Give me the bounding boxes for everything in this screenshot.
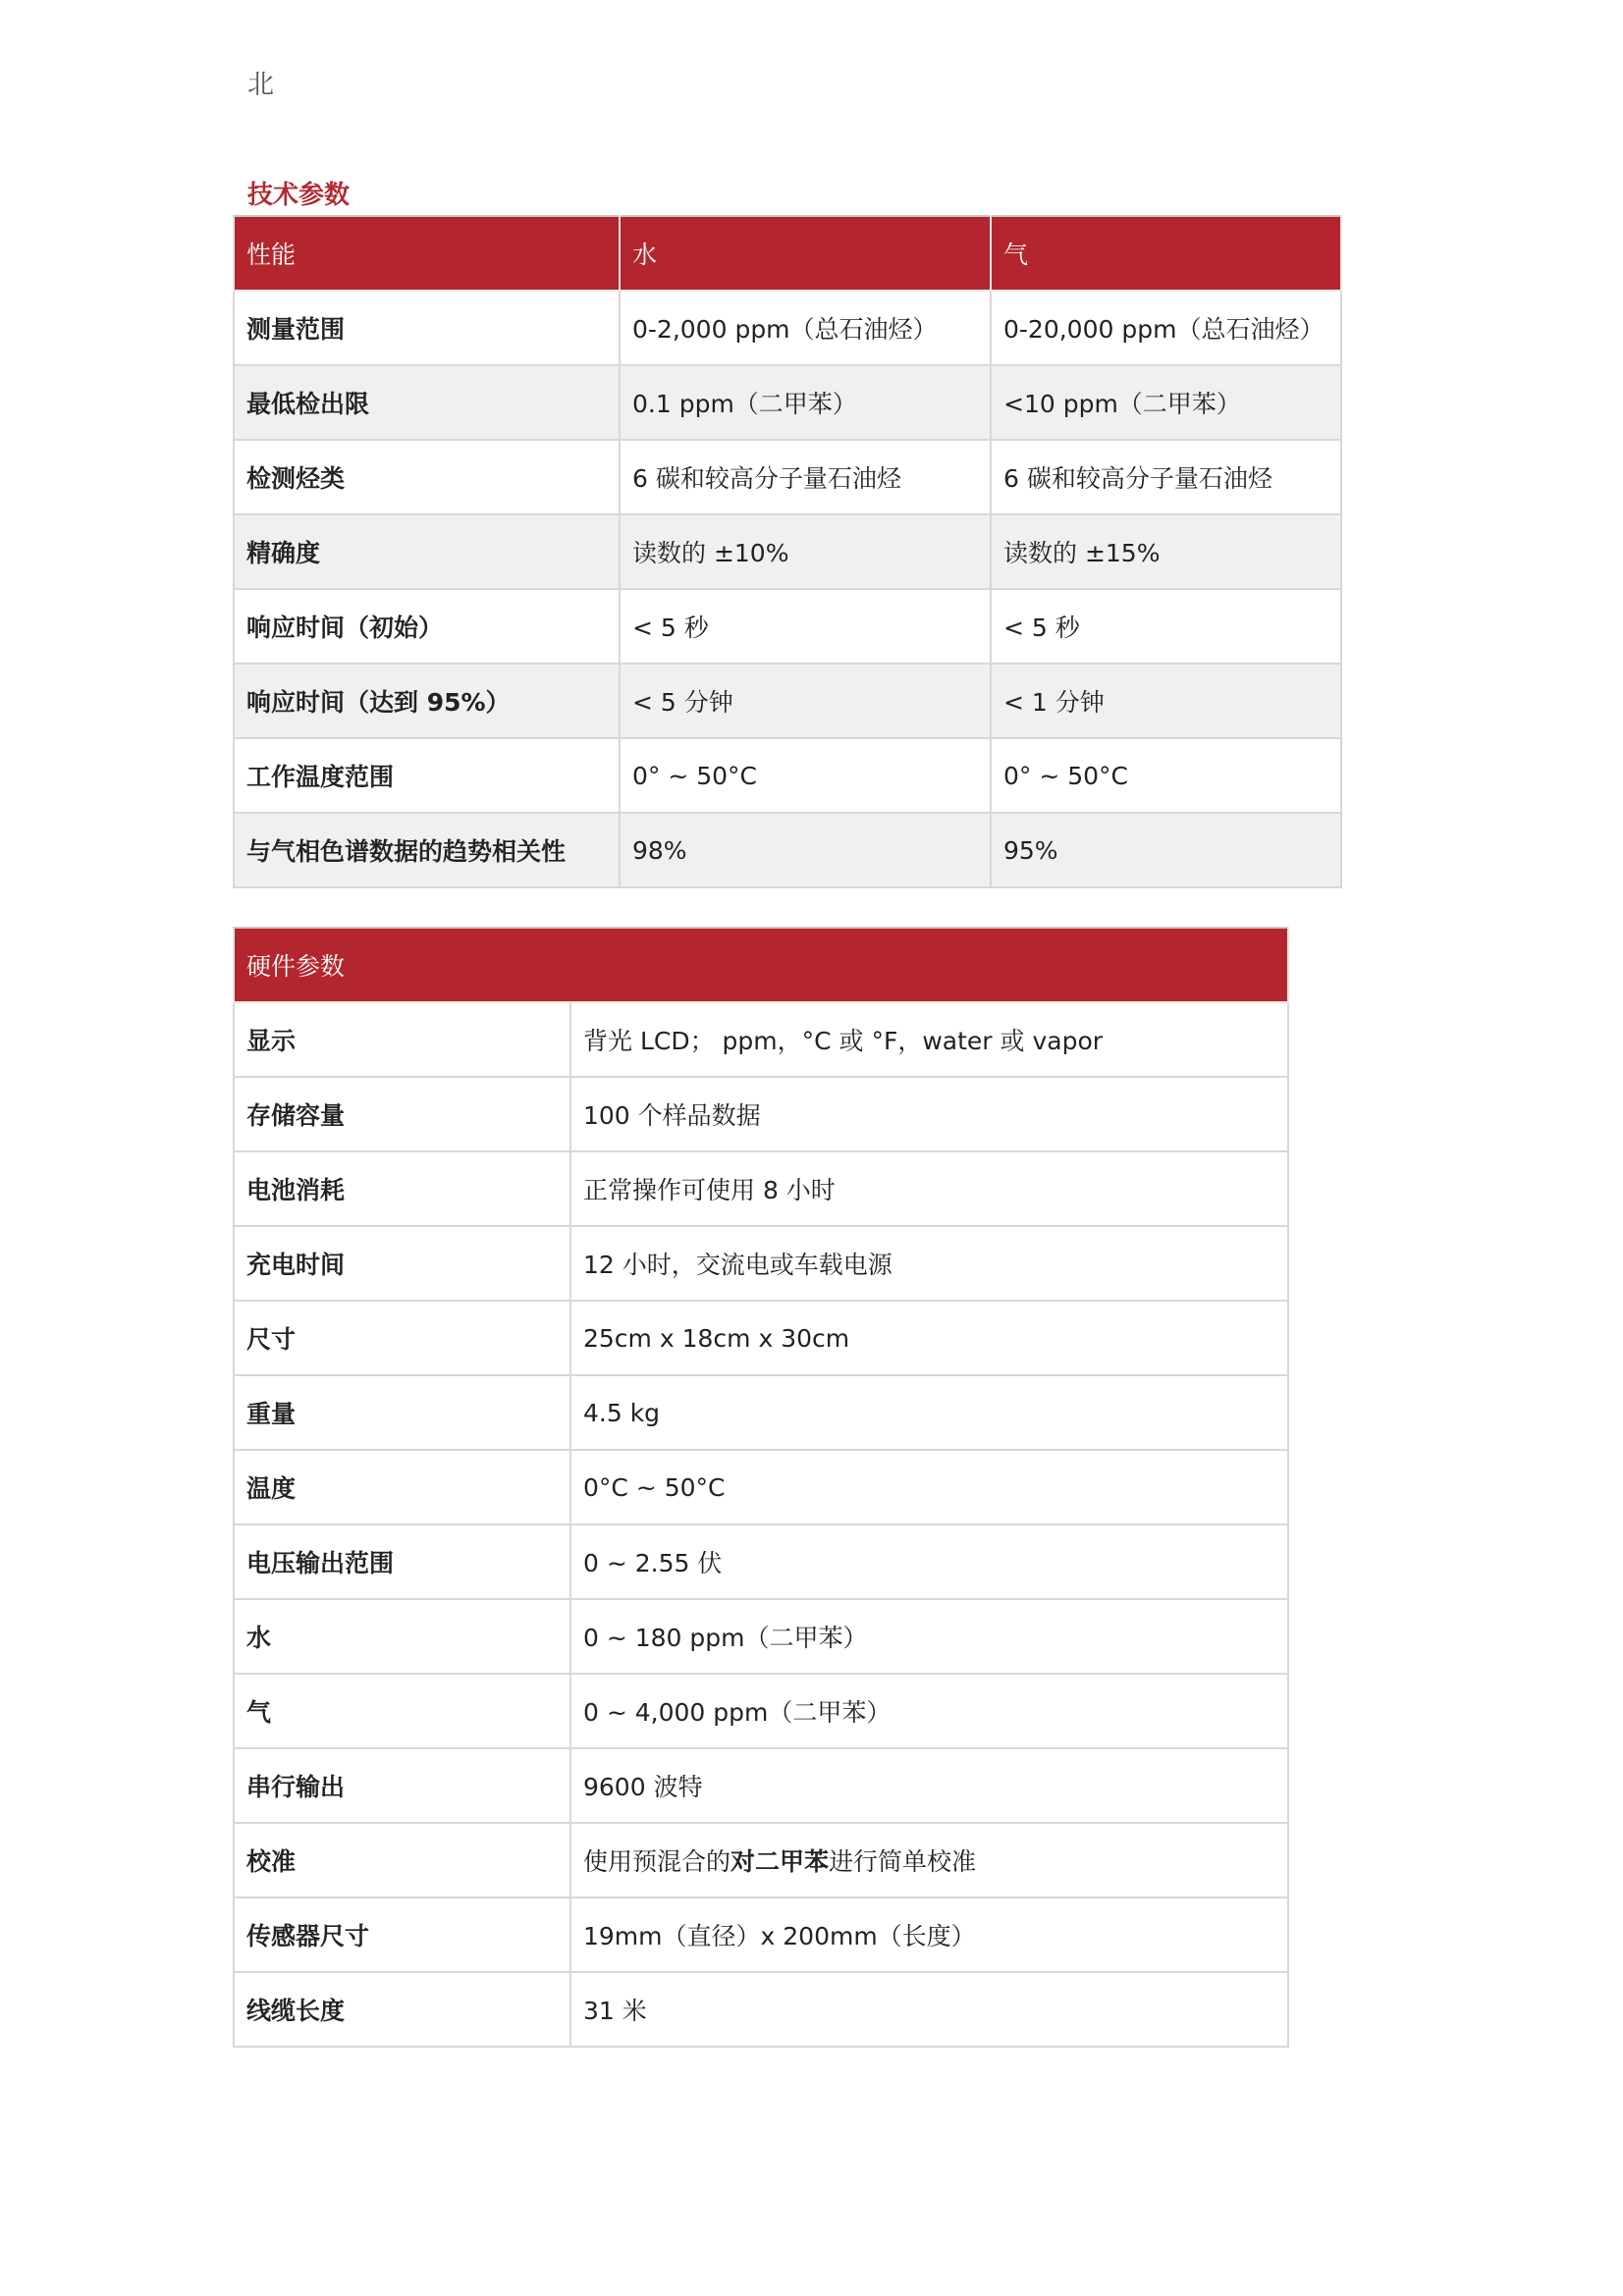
hardware-cell-value: 25cm x 18cm x 30cm (570, 1301, 1288, 1375)
tech-cell-property: 响应时间（初始） (234, 589, 620, 664)
hardware-cell-value: 19mm（直径）x 200mm（长度） (570, 1897, 1288, 1972)
tech-spec-body (234, 216, 1341, 887)
table-row (234, 738, 1341, 813)
hardware-cell-label: 传感器尺寸 (234, 1897, 570, 1972)
table-row (234, 1524, 1288, 1599)
table-row (234, 1599, 1288, 1674)
tech-cell-property: 最低检出限 (234, 365, 620, 440)
hardware-cell-value: 100 个样品数据 (570, 1077, 1288, 1151)
hardware-header-row (234, 928, 1288, 1002)
tech-header-row (234, 216, 1341, 291)
tech-cell-water: 98% (620, 813, 991, 887)
table-row (234, 1748, 1288, 1823)
hardware-cell-label: 重量 (234, 1375, 570, 1450)
table-row (234, 1002, 1288, 1077)
hardware-cell-value (570, 1823, 1288, 1897)
calibration-emphasis: 对二甲苯 (730, 1847, 830, 1876)
tech-cell-gas: < 5 秒 (991, 589, 1341, 664)
hardware-cell-value: 31 米 (570, 1972, 1288, 2047)
tech-cell-gas: 读数的 ±15% (991, 514, 1341, 589)
hardware-cell-value: 正常操作可使用 8 小时 (570, 1151, 1288, 1226)
table-row (234, 291, 1341, 365)
table-row (234, 664, 1341, 738)
tech-cell-gas: <10 ppm（二甲苯） (991, 365, 1341, 440)
table-row (234, 1375, 1288, 1450)
hardware-section-title: 硬件参数 (234, 928, 1288, 1002)
table-row (234, 1823, 1288, 1897)
hardware-cell-label: 线缆长度 (234, 1972, 570, 2047)
hardware-spec-body (234, 928, 1288, 2047)
hardware-cell-label: 温度 (234, 1450, 570, 1524)
calibration-suffix: 进行简单校准 (829, 1847, 977, 1876)
tech-cell-property: 响应时间（达到 95%） (234, 664, 620, 738)
hardware-cell-label: 充电时间 (234, 1226, 570, 1301)
table-row (234, 1077, 1288, 1151)
table-row (234, 1674, 1288, 1748)
tech-cell-gas: 6 碳和较高分子量石油烃 (991, 440, 1341, 514)
tech-section-title: 技术参数 (247, 181, 351, 210)
tech-cell-property: 精确度 (234, 514, 620, 589)
tech-cell-water: < 5 秒 (620, 589, 991, 664)
table-row (234, 813, 1341, 887)
hardware-cell-label: 显示 (234, 1002, 570, 1077)
hardware-cell-label: 串行输出 (234, 1748, 570, 1823)
hardware-cell-label: 电压输出范围 (234, 1524, 570, 1599)
tech-header-property: 性能 (234, 216, 620, 291)
hardware-spec-table (233, 927, 1289, 2048)
tech-cell-water: 0.1 ppm（二甲苯） (620, 365, 991, 440)
tech-cell-water: 6 碳和较高分子量石油烃 (620, 440, 991, 514)
tech-cell-gas: 0° ~ 50°C (991, 738, 1341, 813)
table-row (234, 1897, 1288, 1972)
table-row (234, 440, 1341, 514)
hardware-cell-value: 4.5 kg (570, 1375, 1288, 1450)
hardware-cell-value: 0 ~ 4,000 ppm（二甲苯） (570, 1674, 1288, 1748)
table-row (234, 365, 1341, 440)
hardware-cell-label: 存储容量 (234, 1077, 570, 1151)
tech-header-gas: 气 (991, 216, 1341, 291)
hardware-cell-label: 水 (234, 1599, 570, 1674)
hardware-cell-label: 气 (234, 1674, 570, 1748)
tech-cell-water: < 5 分钟 (620, 664, 991, 738)
table-row (234, 589, 1341, 664)
hardware-cell-label: 校准 (234, 1823, 570, 1897)
hardware-cell-value: 0 ~ 2.55 伏 (570, 1524, 1288, 1599)
tech-cell-property: 工作温度范围 (234, 738, 620, 813)
table-row (234, 1301, 1288, 1375)
page-header-mark: 北 (247, 70, 274, 100)
table-row (234, 1226, 1288, 1301)
tech-cell-water: 0° ~ 50°C (620, 738, 991, 813)
tech-cell-water: 0-2,000 ppm（总石油烃） (620, 291, 991, 365)
tech-cell-property: 测量范围 (234, 291, 620, 365)
hardware-cell-label: 尺寸 (234, 1301, 570, 1375)
tech-cell-gas: < 1 分钟 (991, 664, 1341, 738)
hardware-cell-label: 电池消耗 (234, 1151, 570, 1226)
hardware-cell-value: 0°C ~ 50°C (570, 1450, 1288, 1524)
calibration-prefix: 使用预混合的 (583, 1847, 731, 1876)
hardware-cell-value: 背光 LCD； ppm，°C 或 °F，water 或 vapor (570, 1002, 1288, 1077)
hardware-cell-value: 9600 波特 (570, 1748, 1288, 1823)
tech-cell-water: 读数的 ±10% (620, 514, 991, 589)
hardware-cell-value: 0 ~ 180 ppm（二甲苯） (570, 1599, 1288, 1674)
tech-cell-gas: 0-20,000 ppm（总石油烃） (991, 291, 1341, 365)
table-row (234, 1450, 1288, 1524)
table-row (234, 514, 1341, 589)
tech-cell-property: 检测烃类 (234, 440, 620, 514)
table-row (234, 1151, 1288, 1226)
tech-cell-property: 与气相色谱数据的趋势相关性 (234, 813, 620, 887)
tech-cell-gas: 95% (991, 813, 1341, 887)
hardware-cell-value: 12 小时，交流电或车载电源 (570, 1226, 1288, 1301)
tech-header-water: 水 (620, 216, 991, 291)
table-row (234, 1972, 1288, 2047)
tech-spec-table (233, 215, 1342, 888)
